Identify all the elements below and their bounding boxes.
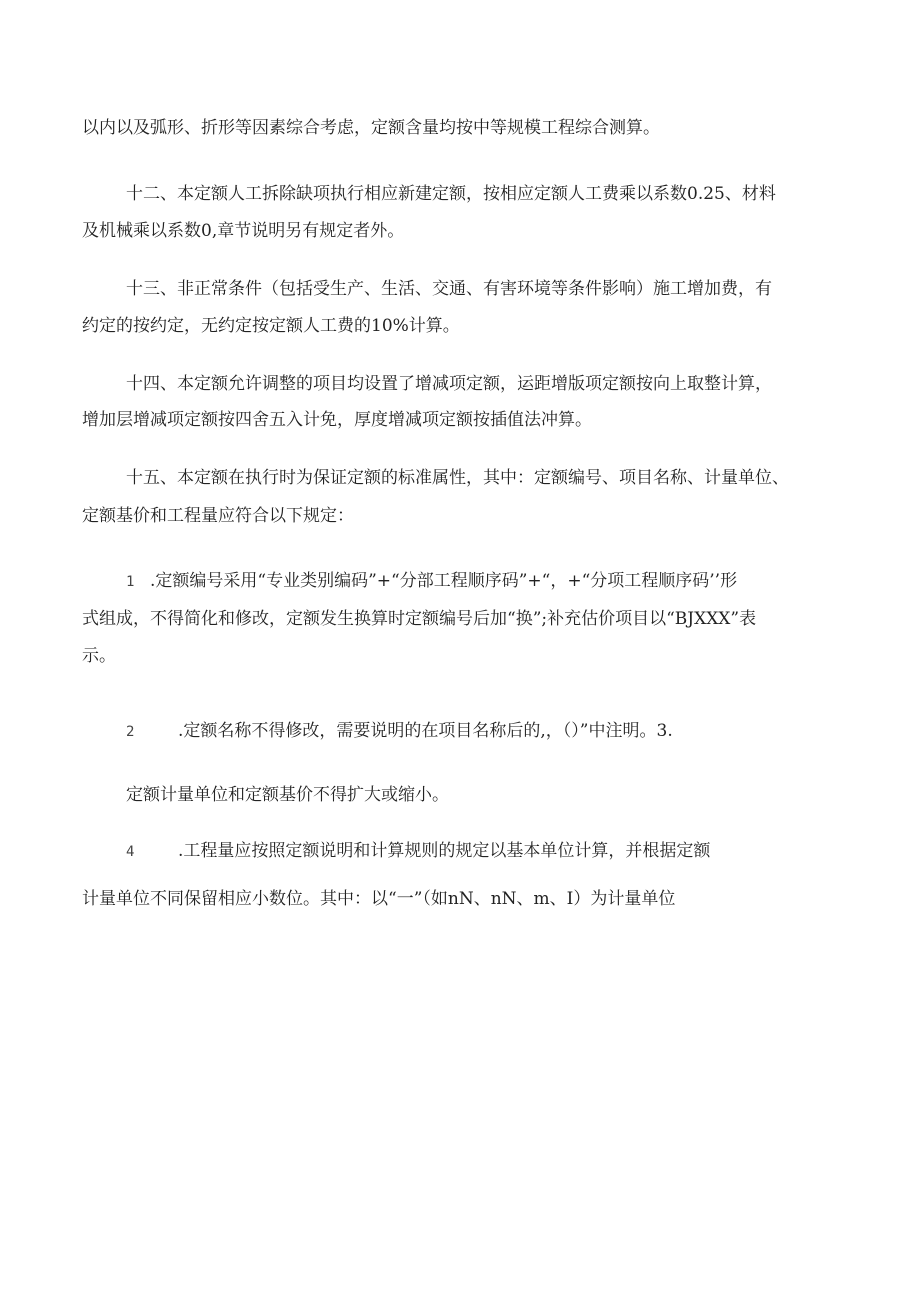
item-1-text: .定额编号采用“专业类别编码”+“分部工程顺序码”+“，+“分项工程顺序码’’形	[150, 571, 738, 591]
item-2-line	[126, 720, 673, 743]
clause-13-line-2: 约定的按约定，无约定按定额人工费的10%计算。	[82, 316, 460, 336]
item-4-line-1	[126, 840, 710, 863]
clause-12-line-2: 及机械乘以系数0,章节说明另有规定者外。	[82, 221, 405, 241]
item-1-line-1	[126, 570, 737, 593]
text-line-continuation: 以内以及弧形、折形等因素综合考虑，定额含量均按中等规模工程综合测算。	[82, 118, 660, 138]
clause-15-line-2: 定额基价和工程量应符合以下规定：	[82, 506, 354, 526]
item-1-line-3: 示。	[82, 646, 116, 666]
item-2-text: .定额名称不得修改，需要说明的在项目名称后的,，（）”中注明。3.	[178, 721, 673, 741]
item-3-line: 定额计量单位和定额基价不得扩大或缩小。	[126, 785, 449, 805]
item-4-text: .工程量应按照定额说明和计算规则的规定以基本单位计算，并根据定额	[178, 841, 711, 861]
item-1-number: 1	[126, 574, 135, 590]
clause-14-line-2: 增加层增减项定额按四舍五入计免，厚度增减项定额按插值法冲算。	[82, 410, 592, 430]
item-2-number: 2	[126, 724, 135, 740]
clause-12-line-1: 十二、本定额人工拆除缺项执行相应新建定额，按相应定额人工费乘以系数0.25、材料	[126, 184, 776, 204]
item-4-number: 4	[126, 844, 135, 860]
clause-14-line-1: 十四、本定额允许调整的项目均设置了增减项定额，运距增版项定额按向上取整计算，	[126, 374, 772, 394]
item-4-line-2: 计量单位不同保留相应小数位。其中：以“一”（如nN、nN、m、I）为计量单位	[82, 889, 676, 909]
clause-13-line-1: 十三、非正常条件（包括受生产、生活、交通、有害环境等条件影响）施工增加费，有	[126, 279, 772, 299]
clause-15-line-1: 十五、本定额在执行时为保证定额的标准属性，其中：定额编号、项目名称、计量单位、	[126, 468, 789, 488]
item-1-line-2: 式组成，不得简化和修改，定额发生换算时定额编号后加“换”;补充估价项目以“BJXXX”表	[82, 609, 757, 629]
